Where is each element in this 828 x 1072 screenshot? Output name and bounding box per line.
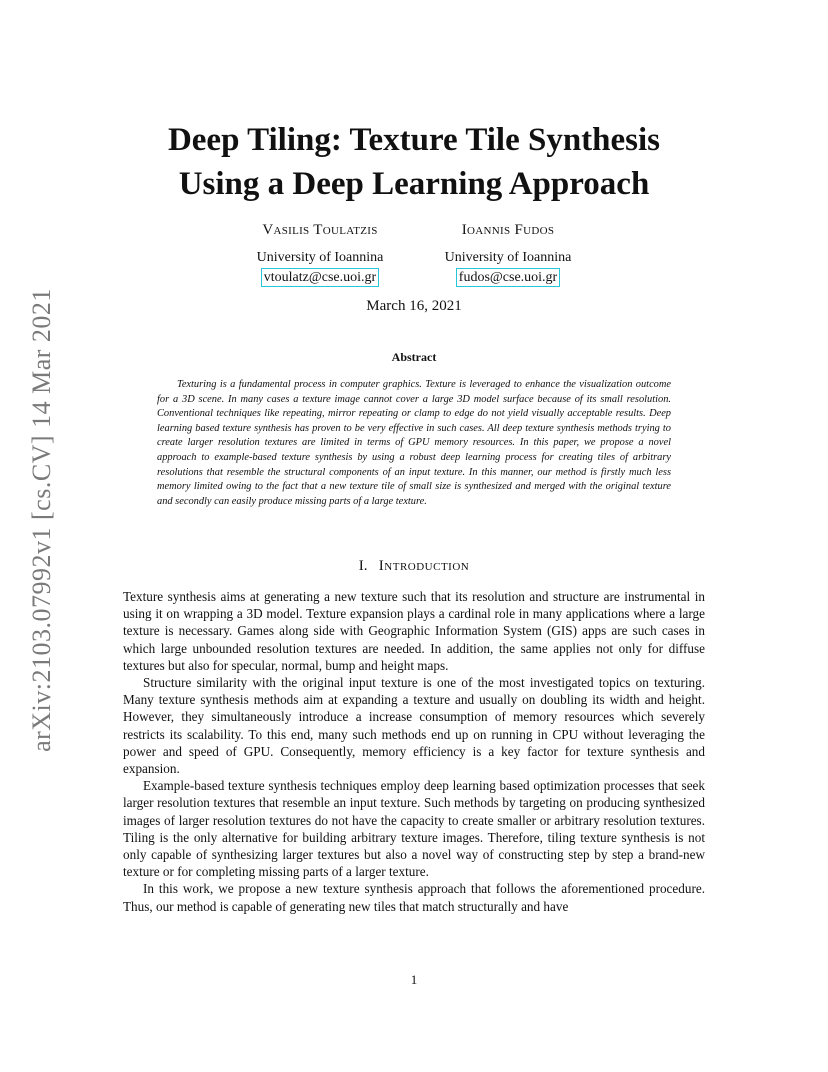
paragraph: Structure similarity with the original input texture is one of the most investigated topics on texturing. Many texture synthesis methods aim at expanding a texture and usually on doubling its width and height. However, they simultaneously introduce a increase consumption of memory resources which severely restricts its scalability. To this end, many such methods end up on running in CPU without leveraging the power and speed of GPU. Consequently, memory efficiency is a key factor for texture synthesis and expansion. xyxy=(123,675,705,777)
arxiv-identifier: arXiv:2103.07992v1 [cs.CV] 14 Mar 2021 xyxy=(27,288,56,752)
author-1 xyxy=(220,220,420,288)
abstract-heading: Abstract xyxy=(391,350,437,364)
author-affiliation: University of Ioannina xyxy=(256,250,384,265)
section-heading xyxy=(0,558,828,575)
author-name: Ioannis Fudos xyxy=(461,222,555,238)
paragraph: Example-based texture synthesis techniques employ deep learning based optimization processes that seek larger resolution textures that resemble an input texture. Such methods by targeting on producing synthesized images of larger resolution textures do not have the capacity to create smaller or arbitrary resolution textures. Tiling is the only alternative for building arbitrary texture images. Therefore, tiling texture synthesis is not only capable of synthesizing larger textures but also a novel way of constructing step by step a brand-new texture or for completing missing parts of a larger texture. xyxy=(123,778,705,880)
abstract-text: Texturing is a fundamental process in computer graphics. Texture is leveraged to enhance the visualization outcome for a 3D scene. In many cases a texture image cannot cover a large 3D model surface because of its small resolution. Conventional techniques like repeating, mirror repeating or clamp to edge do not yield visually acceptable results. Deep learning based texture synthesis has proven to be very effective in such cases. All deep texture synthesis methods trying to create larger resolution textures are limited in terms of GPU memory resources. In this paper, we propose a novel approach to example-based texture synthesis by using a robust deep learning process for creating tiles of arbitrary resolutions that resemble the structural components of an input texture. In this manner, our method is firstly much less memory limited owing to the fact that a new texture tile of small size is synthesized and merged with the original texture and secondly can easily produce missing parts of a large texture. xyxy=(157,379,671,507)
paper-title xyxy=(120,118,708,206)
author-email-link[interactable]: vtoulatz@cse.uoi.gr xyxy=(261,268,379,287)
author-2 xyxy=(408,220,608,288)
page-number: 1 xyxy=(410,972,418,987)
title-line-2: Using a Deep Learning Approach xyxy=(178,166,650,202)
section-title: Introduction xyxy=(378,558,470,574)
paragraph: In this work, we propose a new texture synthesis approach that follows the aforementioned procedure. Thus, our method is capable of generating new tiles that match structurally and have xyxy=(123,881,705,914)
author-affiliation: University of Ioannina xyxy=(444,250,572,265)
author-name: Vasilis Toulatzis xyxy=(262,222,378,238)
publication-date: March 16, 2021 xyxy=(366,298,462,314)
section-number: I. xyxy=(358,558,368,574)
title-line-1: Deep Tiling: Texture Tile Synthesis xyxy=(167,122,661,158)
author-email-link[interactable]: fudos@cse.uoi.gr xyxy=(456,268,560,287)
paragraph: Texture synthesis aims at generating a new texture such that its resolution and structure are instrumental in using it on wrapping a 3D model. Texture expansion plays a cardinal role in many applications where a large texture is necessary. Games along side with Geographic Information System (GIS) apps are such cases in which large unbounded resolution textures are needed. In addition, the same applies not only for diffuse textures but also for specular, normal, bump and height maps. xyxy=(123,589,705,673)
body-text xyxy=(123,588,705,915)
